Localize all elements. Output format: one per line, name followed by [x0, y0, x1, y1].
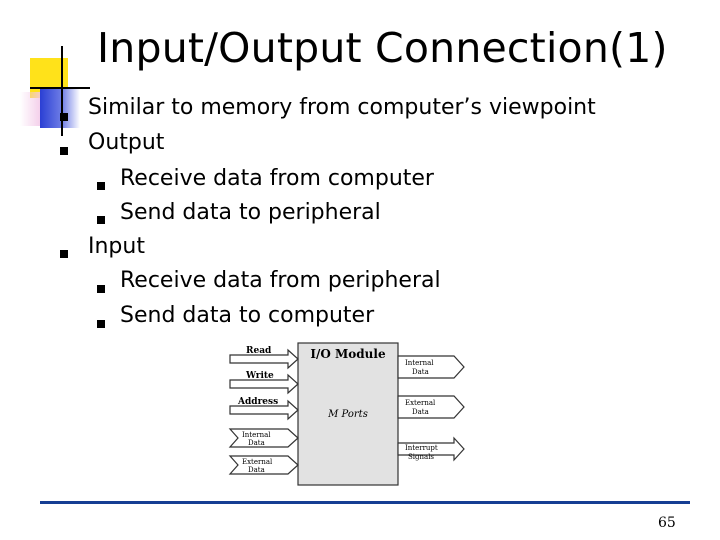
bullet-text: Output	[88, 130, 165, 155]
sub-bullet-icon	[97, 182, 105, 190]
slide-title: Input/Output Connection(1)	[97, 24, 668, 72]
svg-text:Signals: Signals	[408, 453, 435, 461]
bullet-icon	[60, 250, 68, 258]
module-title: I/O Module	[310, 347, 386, 361]
footer-rule	[40, 501, 690, 504]
write-label: Write	[246, 371, 274, 381]
io-module-diagram	[228, 340, 470, 488]
read-label: Read	[246, 346, 272, 356]
bullet-icon	[60, 147, 68, 155]
sub-bullet-icon	[97, 216, 105, 224]
svg-text:Data: Data	[248, 466, 265, 474]
sub-bullet-icon	[97, 320, 105, 328]
decor-horizontal-line	[30, 87, 90, 89]
sub-bullet-text: Receive data from computer	[120, 166, 434, 191]
sub-bullet-text: Receive data from peripheral	[120, 268, 441, 293]
sub-bullet-text: Send data to peripheral	[120, 200, 381, 225]
bullet-icon	[60, 113, 68, 121]
internal-data-out-label: Internal	[405, 359, 434, 367]
internal-data-in-label: Internal	[242, 431, 271, 439]
sub-bullet-icon	[97, 285, 105, 293]
interrupt-signals-label: Interrupt	[405, 444, 438, 452]
svg-text:Data: Data	[248, 439, 265, 447]
external-data-in-label: External	[242, 458, 273, 466]
bullet-text: Input	[88, 234, 145, 259]
address-label: Address	[238, 397, 279, 407]
decor-blue-square	[40, 88, 80, 128]
sub-bullet-text: Send data to computer	[120, 303, 375, 328]
svg-text:Data: Data	[412, 408, 429, 416]
decor-vertical-line	[61, 46, 63, 136]
bullet-text: Similar to memory from computer’s viewpoint	[88, 95, 596, 120]
page-number: 65	[658, 515, 676, 531]
ports-label: M Ports	[328, 409, 368, 420]
svg-text:Data: Data	[412, 368, 429, 376]
external-data-out-label: External	[405, 399, 436, 407]
